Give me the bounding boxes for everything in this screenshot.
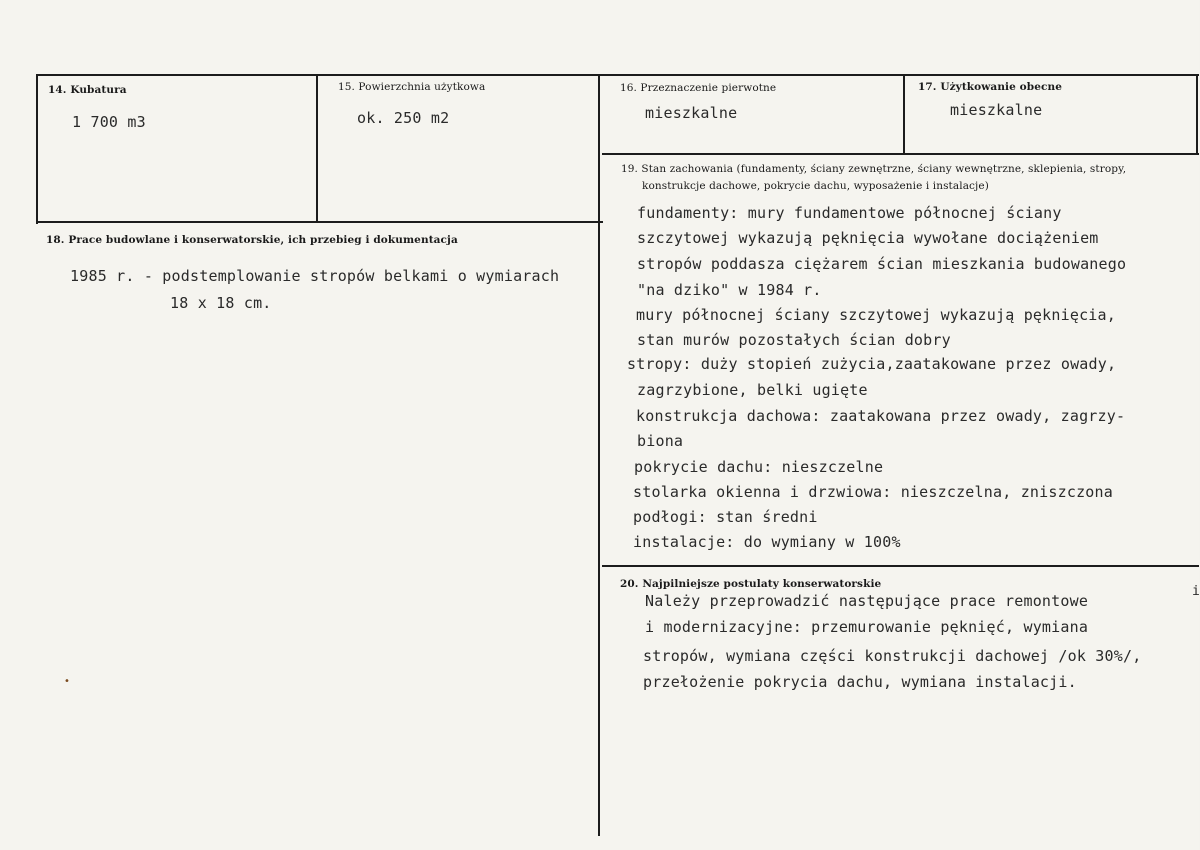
field-19-label-line-1: 19. Stan zachowania (fundamenty, ściany zewnętrzne, ściany wewnętrzne, sklepienia, stropy, <box>621 163 1127 175</box>
divider-16-17 <box>903 74 905 154</box>
field-19-line-11: pokrycie dachu: nieszczelne <box>634 458 884 476</box>
field-19-line-12: stolarka okienna i drzwiowa: nieszczelna, zniszczona <box>633 483 1113 501</box>
field-14-value: 1 700 m3 <box>72 113 146 131</box>
field-18-line-1: 1985 r. - podstemplowanie stropów belkami o wymiarach <box>70 267 560 285</box>
field-19-label-line-2: konstrukcje dachowe, pokrycie dachu, wyposażenie i instalacje) <box>642 180 989 192</box>
field-19-line-2: szczytowej wykazują pęknięcia wywołane dociążeniem <box>637 229 1099 247</box>
field-19-line-13: podłogi: stan średni <box>633 508 818 526</box>
divider-14-15 <box>316 74 318 223</box>
field-15-value: ok. 250 m2 <box>357 109 450 127</box>
field-19-line-5: mury północnej ściany szczytowej wykazują pęknięcia, <box>636 306 1116 324</box>
right-border <box>1196 74 1198 154</box>
field-20-line-1: Należy przeprowadzić następujące prace remontowe <box>645 592 1089 610</box>
rule-above-20 <box>602 565 1199 567</box>
field-18-label: 18. Prace budowlane i konserwatorskie, ich przebieg i dokumentacja <box>46 234 458 246</box>
field-20-line-4: przełożenie pokrycia dachu, wymiana instalacji. <box>643 673 1077 691</box>
top-rule <box>37 74 1199 76</box>
middle-divider <box>598 74 600 836</box>
field-20-line-3: stropów, wymiana części konstrukcji dachowej /ok 30%/, <box>643 647 1142 665</box>
field-18-line-2: 18 x 18 cm. <box>170 294 272 312</box>
field-14-label: 14. Kubatura <box>48 84 127 96</box>
field-15-label: 15. Powierzchnia użytkowa <box>338 81 486 93</box>
stray-mark: • <box>64 676 70 687</box>
rule-above-18 <box>37 221 603 223</box>
field-17-value: mieszkalne <box>950 101 1043 119</box>
field-17-label: 17. Użytkowanie obecne <box>918 81 1063 93</box>
field-16-label: 16. Przeznaczenie pierwotne <box>620 82 777 94</box>
field-19-line-3: stropów poddasza ciężarem ścian mieszkania budowanego <box>637 255 1127 273</box>
field-20-label: 20. Najpilniejsze postulaty konserwatorskie <box>620 578 882 590</box>
field-19-line-1: fundamenty: mury fundamentowe północnej ściany <box>637 204 1062 222</box>
field-19-line-9: konstrukcja dachowa: zaatakowana przez owady, zagrzy- <box>636 407 1126 425</box>
field-19-line-4: "na dziko" w 1984 r. <box>637 281 822 299</box>
field-16-value: mieszkalne <box>645 104 738 122</box>
left-border <box>36 74 38 224</box>
field-20-line-2: i modernizacyjne: przemurowanie pęknięć, wymiana <box>645 618 1089 636</box>
field-19-line-7: stropy: duży stopień zużycia,zaatakowane przez owady, <box>627 355 1117 373</box>
margin-mark: i <box>1192 584 1200 599</box>
field-19-line-6: stan murów pozostałych ścian dobry <box>637 331 951 349</box>
field-19-line-14: instalacje: do wymiany w 100% <box>633 533 901 551</box>
field-19-line-10: biona <box>637 432 684 450</box>
field-19-line-8: zagrzybione, belki ugięte <box>637 381 868 399</box>
rule-below-16-17 <box>602 153 1199 155</box>
